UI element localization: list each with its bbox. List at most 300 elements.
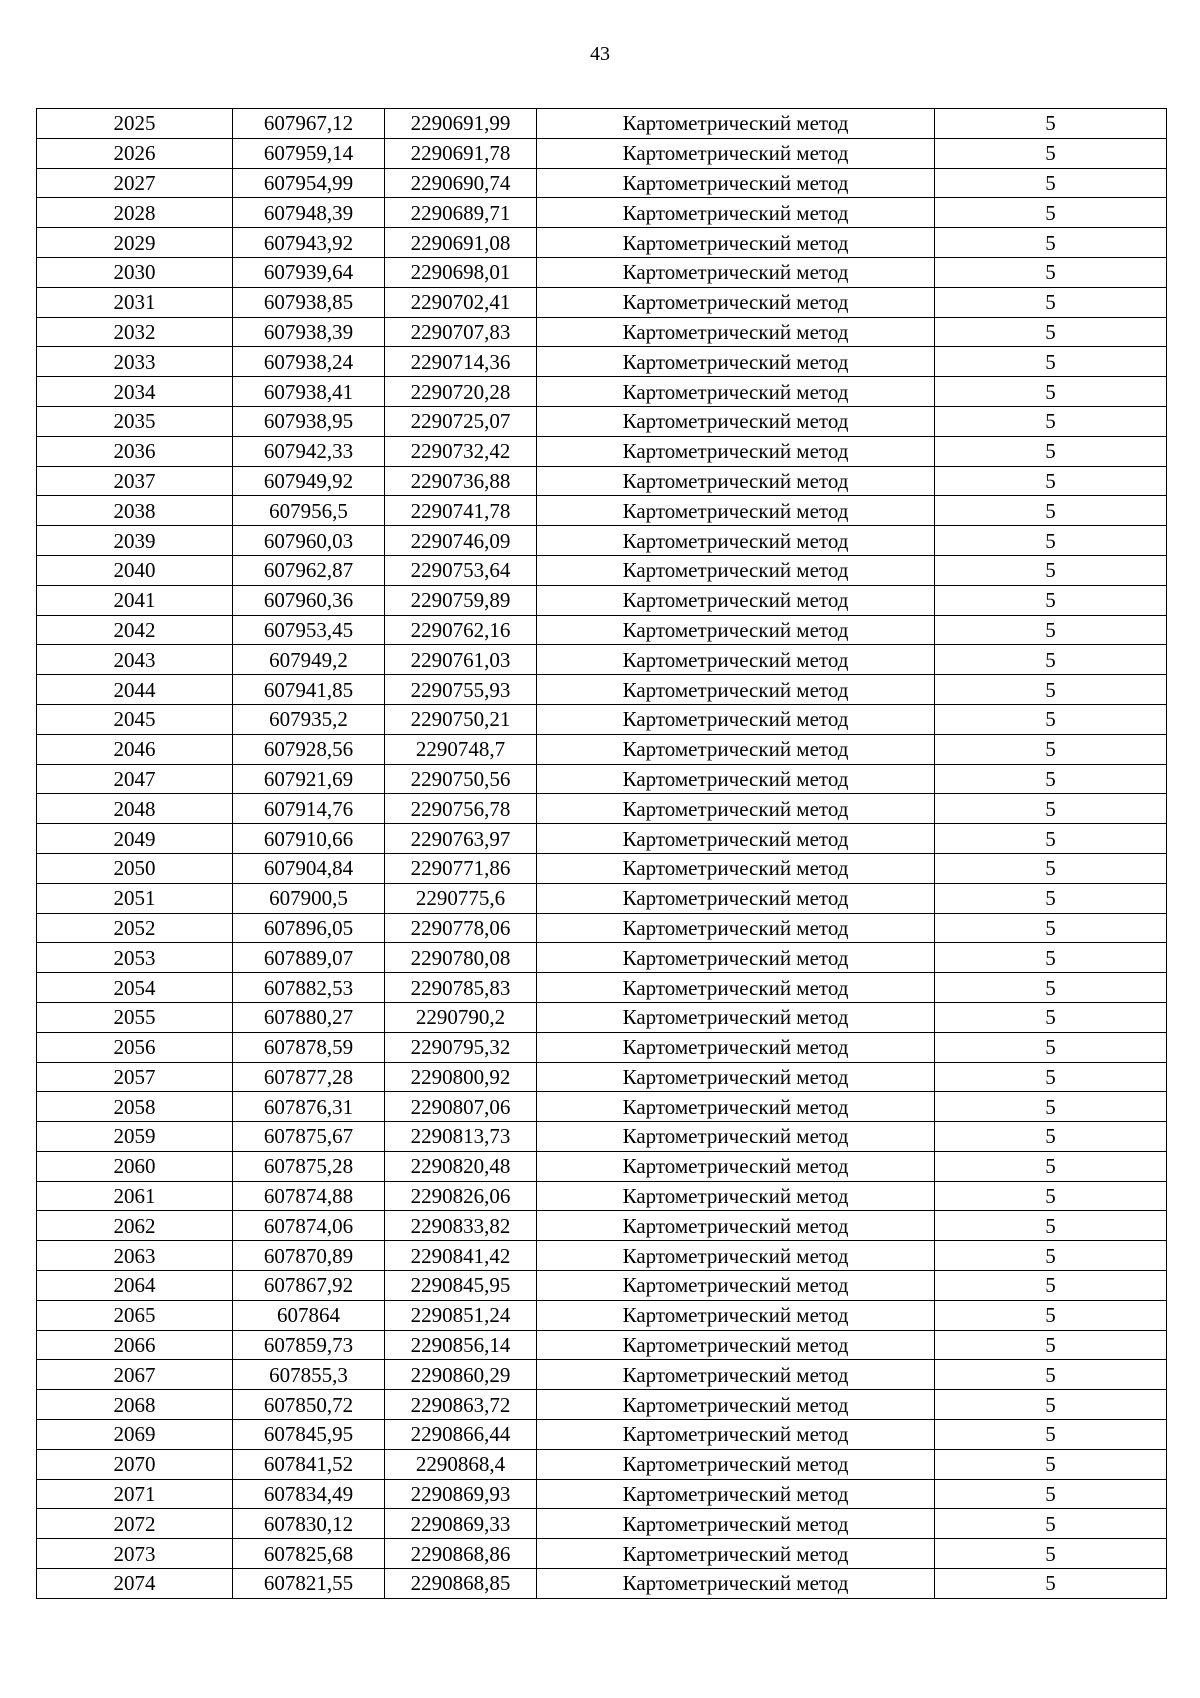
x-coordinate-cell: 607954,99 xyxy=(233,168,385,198)
table-row xyxy=(37,436,1167,466)
y-coordinate-cell: 2290863,72 xyxy=(385,1390,537,1420)
y-coordinate-cell: 2290868,86 xyxy=(385,1539,537,1569)
x-coordinate-cell: 607938,24 xyxy=(233,347,385,377)
point-number-cell: 2064 xyxy=(37,1271,233,1301)
table-row xyxy=(37,853,1167,883)
y-coordinate-cell: 2290860,29 xyxy=(385,1360,537,1390)
y-coordinate-cell: 2290746,09 xyxy=(385,526,537,556)
point-number-cell: 2059 xyxy=(37,1122,233,1152)
method-cell: Картометрический метод xyxy=(537,1092,935,1122)
method-cell: Картометрический метод xyxy=(537,1479,935,1509)
y-coordinate-cell: 2290841,42 xyxy=(385,1241,537,1271)
x-coordinate-cell: 607850,72 xyxy=(233,1390,385,1420)
point-number-cell: 2067 xyxy=(37,1360,233,1390)
accuracy-cell: 5 xyxy=(935,1151,1167,1181)
accuracy-cell: 5 xyxy=(935,257,1167,287)
method-cell: Картометрический метод xyxy=(537,675,935,705)
accuracy-cell: 5 xyxy=(935,1330,1167,1360)
x-coordinate-cell: 607889,07 xyxy=(233,943,385,973)
x-coordinate-cell: 607859,73 xyxy=(233,1330,385,1360)
x-coordinate-cell: 607938,39 xyxy=(233,317,385,347)
method-cell: Картометрический метод xyxy=(537,1569,935,1599)
table-row xyxy=(37,138,1167,168)
point-number-cell: 2069 xyxy=(37,1420,233,1450)
method-cell: Картометрический метод xyxy=(537,1509,935,1539)
method-cell: Картометрический метод xyxy=(537,734,935,764)
table-row xyxy=(37,1449,1167,1479)
x-coordinate-cell: 607900,5 xyxy=(233,883,385,913)
method-cell: Картометрический метод xyxy=(537,645,935,675)
coordinates-table-body xyxy=(37,109,1167,1599)
accuracy-cell: 5 xyxy=(935,1479,1167,1509)
y-coordinate-cell: 2290851,24 xyxy=(385,1300,537,1330)
table-row xyxy=(37,1092,1167,1122)
accuracy-cell: 5 xyxy=(935,645,1167,675)
point-number-cell: 2043 xyxy=(37,645,233,675)
method-cell: Картометрический метод xyxy=(537,436,935,466)
x-coordinate-cell: 607935,2 xyxy=(233,704,385,734)
table-row xyxy=(37,347,1167,377)
y-coordinate-cell: 2290753,64 xyxy=(385,555,537,585)
x-coordinate-cell: 607938,41 xyxy=(233,377,385,407)
method-cell: Картометрический метод xyxy=(537,1420,935,1450)
accuracy-cell: 5 xyxy=(935,347,1167,377)
x-coordinate-cell: 607825,68 xyxy=(233,1539,385,1569)
table-row xyxy=(37,824,1167,854)
accuracy-cell: 5 xyxy=(935,287,1167,317)
method-cell: Картометрический метод xyxy=(537,168,935,198)
y-coordinate-cell: 2290725,07 xyxy=(385,406,537,436)
x-coordinate-cell: 607874,06 xyxy=(233,1211,385,1241)
table-row xyxy=(37,257,1167,287)
y-coordinate-cell: 2290775,6 xyxy=(385,883,537,913)
point-number-cell: 2038 xyxy=(37,496,233,526)
y-coordinate-cell: 2290790,2 xyxy=(385,1002,537,1032)
point-number-cell: 2072 xyxy=(37,1509,233,1539)
point-number-cell: 2047 xyxy=(37,764,233,794)
accuracy-cell: 5 xyxy=(935,1509,1167,1539)
table-row xyxy=(37,585,1167,615)
y-coordinate-cell: 2290778,06 xyxy=(385,913,537,943)
point-number-cell: 2041 xyxy=(37,585,233,615)
y-coordinate-cell: 2290720,28 xyxy=(385,377,537,407)
point-number-cell: 2027 xyxy=(37,168,233,198)
x-coordinate-cell: 607914,76 xyxy=(233,794,385,824)
x-coordinate-cell: 607874,88 xyxy=(233,1181,385,1211)
table-row xyxy=(37,1539,1167,1569)
x-coordinate-cell: 607928,56 xyxy=(233,734,385,764)
y-coordinate-cell: 2290689,71 xyxy=(385,198,537,228)
y-coordinate-cell: 2290741,78 xyxy=(385,496,537,526)
coordinates-table xyxy=(36,108,1167,1599)
point-number-cell: 2037 xyxy=(37,466,233,496)
y-coordinate-cell: 2290866,44 xyxy=(385,1420,537,1450)
accuracy-cell: 5 xyxy=(935,1390,1167,1420)
method-cell: Картометрический метод xyxy=(537,377,935,407)
method-cell: Картометрический метод xyxy=(537,1002,935,1032)
point-number-cell: 2030 xyxy=(37,257,233,287)
method-cell: Картометрический метод xyxy=(537,228,935,258)
table-row xyxy=(37,377,1167,407)
y-coordinate-cell: 2290856,14 xyxy=(385,1330,537,1360)
table-row xyxy=(37,317,1167,347)
x-coordinate-cell: 607855,3 xyxy=(233,1360,385,1390)
y-coordinate-cell: 2290807,06 xyxy=(385,1092,537,1122)
point-number-cell: 2054 xyxy=(37,973,233,1003)
accuracy-cell: 5 xyxy=(935,704,1167,734)
point-number-cell: 2074 xyxy=(37,1569,233,1599)
x-coordinate-cell: 607875,67 xyxy=(233,1122,385,1152)
x-coordinate-cell: 607867,92 xyxy=(233,1271,385,1301)
point-number-cell: 2028 xyxy=(37,198,233,228)
accuracy-cell: 5 xyxy=(935,1569,1167,1599)
point-number-cell: 2032 xyxy=(37,317,233,347)
accuracy-cell: 5 xyxy=(935,1271,1167,1301)
method-cell: Картометрический метод xyxy=(537,526,935,556)
y-coordinate-cell: 2290691,08 xyxy=(385,228,537,258)
x-coordinate-cell: 607864 xyxy=(233,1300,385,1330)
method-cell: Картометрический метод xyxy=(537,1300,935,1330)
x-coordinate-cell: 607938,95 xyxy=(233,406,385,436)
accuracy-cell: 5 xyxy=(935,943,1167,973)
table-row xyxy=(37,1032,1167,1062)
x-coordinate-cell: 607845,95 xyxy=(233,1420,385,1450)
table-row xyxy=(37,287,1167,317)
point-number-cell: 2068 xyxy=(37,1390,233,1420)
method-cell: Картометрический метод xyxy=(537,1151,935,1181)
y-coordinate-cell: 2290690,74 xyxy=(385,168,537,198)
y-coordinate-cell: 2290761,03 xyxy=(385,645,537,675)
method-cell: Картометрический метод xyxy=(537,1360,935,1390)
x-coordinate-cell: 607877,28 xyxy=(233,1062,385,1092)
x-coordinate-cell: 607876,31 xyxy=(233,1092,385,1122)
x-coordinate-cell: 607878,59 xyxy=(233,1032,385,1062)
accuracy-cell: 5 xyxy=(935,1002,1167,1032)
accuracy-cell: 5 xyxy=(935,317,1167,347)
point-number-cell: 2035 xyxy=(37,406,233,436)
accuracy-cell: 5 xyxy=(935,526,1167,556)
method-cell: Картометрический метод xyxy=(537,1181,935,1211)
table-row xyxy=(37,1271,1167,1301)
accuracy-cell: 5 xyxy=(935,883,1167,913)
method-cell: Картометрический метод xyxy=(537,1539,935,1569)
accuracy-cell: 5 xyxy=(935,496,1167,526)
table-row xyxy=(37,794,1167,824)
point-number-cell: 2025 xyxy=(37,109,233,139)
accuracy-cell: 5 xyxy=(935,1211,1167,1241)
y-coordinate-cell: 2290869,93 xyxy=(385,1479,537,1509)
accuracy-cell: 5 xyxy=(935,109,1167,139)
x-coordinate-cell: 607910,66 xyxy=(233,824,385,854)
x-coordinate-cell: 607821,55 xyxy=(233,1569,385,1599)
method-cell: Картометрический метод xyxy=(537,1122,935,1152)
x-coordinate-cell: 607960,03 xyxy=(233,526,385,556)
table-row xyxy=(37,228,1167,258)
point-number-cell: 2057 xyxy=(37,1062,233,1092)
x-coordinate-cell: 607960,36 xyxy=(233,585,385,615)
x-coordinate-cell: 607875,28 xyxy=(233,1151,385,1181)
accuracy-cell: 5 xyxy=(935,406,1167,436)
table-row xyxy=(37,913,1167,943)
method-cell: Картометрический метод xyxy=(537,1271,935,1301)
table-row xyxy=(37,168,1167,198)
y-coordinate-cell: 2290868,85 xyxy=(385,1569,537,1599)
table-row xyxy=(37,883,1167,913)
x-coordinate-cell: 607830,12 xyxy=(233,1509,385,1539)
x-coordinate-cell: 607939,64 xyxy=(233,257,385,287)
x-coordinate-cell: 607904,84 xyxy=(233,853,385,883)
table-row xyxy=(37,526,1167,556)
method-cell: Картометрический метод xyxy=(537,109,935,139)
x-coordinate-cell: 607921,69 xyxy=(233,764,385,794)
accuracy-cell: 5 xyxy=(935,466,1167,496)
method-cell: Картометрический метод xyxy=(537,198,935,228)
method-cell: Картометрический метод xyxy=(537,1330,935,1360)
y-coordinate-cell: 2290869,33 xyxy=(385,1509,537,1539)
method-cell: Картометрический метод xyxy=(537,1390,935,1420)
table-row xyxy=(37,1002,1167,1032)
method-cell: Картометрический метод xyxy=(537,347,935,377)
method-cell: Картометрический метод xyxy=(537,1032,935,1062)
x-coordinate-cell: 607896,05 xyxy=(233,913,385,943)
point-number-cell: 2036 xyxy=(37,436,233,466)
x-coordinate-cell: 607882,53 xyxy=(233,973,385,1003)
table-row xyxy=(37,675,1167,705)
method-cell: Картометрический метод xyxy=(537,704,935,734)
x-coordinate-cell: 607870,89 xyxy=(233,1241,385,1271)
accuracy-cell: 5 xyxy=(935,377,1167,407)
accuracy-cell: 5 xyxy=(935,1032,1167,1062)
method-cell: Картометрический метод xyxy=(537,973,935,1003)
method-cell: Картометрический метод xyxy=(537,883,935,913)
x-coordinate-cell: 607953,45 xyxy=(233,615,385,645)
method-cell: Картометрический метод xyxy=(537,406,935,436)
method-cell: Картометрический метод xyxy=(537,138,935,168)
accuracy-cell: 5 xyxy=(935,1241,1167,1271)
point-number-cell: 2049 xyxy=(37,824,233,854)
table-row xyxy=(37,496,1167,526)
point-number-cell: 2050 xyxy=(37,853,233,883)
y-coordinate-cell: 2290763,97 xyxy=(385,824,537,854)
table-row xyxy=(37,1509,1167,1539)
point-number-cell: 2061 xyxy=(37,1181,233,1211)
point-number-cell: 2065 xyxy=(37,1300,233,1330)
point-number-cell: 2071 xyxy=(37,1479,233,1509)
accuracy-cell: 5 xyxy=(935,555,1167,585)
table-row xyxy=(37,1062,1167,1092)
accuracy-cell: 5 xyxy=(935,1449,1167,1479)
accuracy-cell: 5 xyxy=(935,1122,1167,1152)
table-row xyxy=(37,1360,1167,1390)
y-coordinate-cell: 2290845,95 xyxy=(385,1271,537,1301)
method-cell: Картометрический метод xyxy=(537,1211,935,1241)
method-cell: Картометрический метод xyxy=(537,1062,935,1092)
y-coordinate-cell: 2290756,78 xyxy=(385,794,537,824)
method-cell: Картометрический метод xyxy=(537,1449,935,1479)
table-row xyxy=(37,645,1167,675)
point-number-cell: 2029 xyxy=(37,228,233,258)
x-coordinate-cell: 607956,5 xyxy=(233,496,385,526)
y-coordinate-cell: 2290750,56 xyxy=(385,764,537,794)
x-coordinate-cell: 607959,14 xyxy=(233,138,385,168)
y-coordinate-cell: 2290732,42 xyxy=(385,436,537,466)
table-row xyxy=(37,973,1167,1003)
table-row xyxy=(37,1241,1167,1271)
table-row xyxy=(37,1122,1167,1152)
y-coordinate-cell: 2290759,89 xyxy=(385,585,537,615)
method-cell: Картометрический метод xyxy=(537,585,935,615)
accuracy-cell: 5 xyxy=(935,675,1167,705)
x-coordinate-cell: 607834,49 xyxy=(233,1479,385,1509)
point-number-cell: 2040 xyxy=(37,555,233,585)
accuracy-cell: 5 xyxy=(935,168,1167,198)
point-number-cell: 2046 xyxy=(37,734,233,764)
table-row xyxy=(37,1330,1167,1360)
y-coordinate-cell: 2290826,06 xyxy=(385,1181,537,1211)
y-coordinate-cell: 2290736,88 xyxy=(385,466,537,496)
page-number: 43 xyxy=(590,43,610,65)
point-number-cell: 2033 xyxy=(37,347,233,377)
accuracy-cell: 5 xyxy=(935,1539,1167,1569)
point-number-cell: 2060 xyxy=(37,1151,233,1181)
accuracy-cell: 5 xyxy=(935,585,1167,615)
accuracy-cell: 5 xyxy=(935,1092,1167,1122)
accuracy-cell: 5 xyxy=(935,228,1167,258)
point-number-cell: 2073 xyxy=(37,1539,233,1569)
accuracy-cell: 5 xyxy=(935,764,1167,794)
point-number-cell: 2053 xyxy=(37,943,233,973)
point-number-cell: 2052 xyxy=(37,913,233,943)
table-row xyxy=(37,704,1167,734)
accuracy-cell: 5 xyxy=(935,913,1167,943)
accuracy-cell: 5 xyxy=(935,1360,1167,1390)
point-number-cell: 2034 xyxy=(37,377,233,407)
accuracy-cell: 5 xyxy=(935,138,1167,168)
method-cell: Картометрический метод xyxy=(537,943,935,973)
x-coordinate-cell: 607938,85 xyxy=(233,287,385,317)
accuracy-cell: 5 xyxy=(935,1062,1167,1092)
point-number-cell: 2026 xyxy=(37,138,233,168)
point-number-cell: 2042 xyxy=(37,615,233,645)
point-number-cell: 2031 xyxy=(37,287,233,317)
accuracy-cell: 5 xyxy=(935,824,1167,854)
point-number-cell: 2062 xyxy=(37,1211,233,1241)
point-number-cell: 2048 xyxy=(37,794,233,824)
point-number-cell: 2039 xyxy=(37,526,233,556)
accuracy-cell: 5 xyxy=(935,615,1167,645)
y-coordinate-cell: 2290691,78 xyxy=(385,138,537,168)
table-row xyxy=(37,615,1167,645)
accuracy-cell: 5 xyxy=(935,1300,1167,1330)
table-row xyxy=(37,1181,1167,1211)
x-coordinate-cell: 607949,92 xyxy=(233,466,385,496)
x-coordinate-cell: 607841,52 xyxy=(233,1449,385,1479)
table-row xyxy=(37,198,1167,228)
method-cell: Картометрический метод xyxy=(537,615,935,645)
table-row xyxy=(37,764,1167,794)
y-coordinate-cell: 2290800,92 xyxy=(385,1062,537,1092)
accuracy-cell: 5 xyxy=(935,973,1167,1003)
table-row xyxy=(37,1300,1167,1330)
y-coordinate-cell: 2290748,7 xyxy=(385,734,537,764)
x-coordinate-cell: 607942,33 xyxy=(233,436,385,466)
accuracy-cell: 5 xyxy=(935,853,1167,883)
table-row xyxy=(37,466,1167,496)
accuracy-cell: 5 xyxy=(935,1181,1167,1211)
y-coordinate-cell: 2290771,86 xyxy=(385,853,537,883)
y-coordinate-cell: 2290780,08 xyxy=(385,943,537,973)
accuracy-cell: 5 xyxy=(935,198,1167,228)
method-cell: Картометрический метод xyxy=(537,794,935,824)
y-coordinate-cell: 2290762,16 xyxy=(385,615,537,645)
method-cell: Картометрический метод xyxy=(537,466,935,496)
method-cell: Картометрический метод xyxy=(537,1241,935,1271)
point-number-cell: 2063 xyxy=(37,1241,233,1271)
accuracy-cell: 5 xyxy=(935,734,1167,764)
x-coordinate-cell: 607967,12 xyxy=(233,109,385,139)
table-row xyxy=(37,1390,1167,1420)
method-cell: Картометрический метод xyxy=(537,913,935,943)
x-coordinate-cell: 607962,87 xyxy=(233,555,385,585)
x-coordinate-cell: 607948,39 xyxy=(233,198,385,228)
table-row xyxy=(37,1151,1167,1181)
point-number-cell: 2070 xyxy=(37,1449,233,1479)
y-coordinate-cell: 2290795,32 xyxy=(385,1032,537,1062)
method-cell: Картометрический метод xyxy=(537,764,935,794)
method-cell: Картометрический метод xyxy=(537,496,935,526)
y-coordinate-cell: 2290698,01 xyxy=(385,257,537,287)
y-coordinate-cell: 2290813,73 xyxy=(385,1122,537,1152)
point-number-cell: 2058 xyxy=(37,1092,233,1122)
table-row xyxy=(37,406,1167,436)
table-row xyxy=(37,943,1167,973)
y-coordinate-cell: 2290820,48 xyxy=(385,1151,537,1181)
y-coordinate-cell: 2290750,21 xyxy=(385,704,537,734)
y-coordinate-cell: 2290833,82 xyxy=(385,1211,537,1241)
accuracy-cell: 5 xyxy=(935,1420,1167,1450)
table-row xyxy=(37,109,1167,139)
table-row xyxy=(37,734,1167,764)
table-row xyxy=(37,555,1167,585)
x-coordinate-cell: 607941,85 xyxy=(233,675,385,705)
method-cell: Картометрический метод xyxy=(537,555,935,585)
x-coordinate-cell: 607943,92 xyxy=(233,228,385,258)
method-cell: Картометрический метод xyxy=(537,824,935,854)
y-coordinate-cell: 2290785,83 xyxy=(385,973,537,1003)
point-number-cell: 2055 xyxy=(37,1002,233,1032)
point-number-cell: 2056 xyxy=(37,1032,233,1062)
table-row xyxy=(37,1211,1167,1241)
x-coordinate-cell: 607880,27 xyxy=(233,1002,385,1032)
y-coordinate-cell: 2290707,83 xyxy=(385,317,537,347)
method-cell: Картометрический метод xyxy=(537,317,935,347)
y-coordinate-cell: 2290714,36 xyxy=(385,347,537,377)
accuracy-cell: 5 xyxy=(935,794,1167,824)
y-coordinate-cell: 2290691,99 xyxy=(385,109,537,139)
table-row xyxy=(37,1479,1167,1509)
point-number-cell: 2066 xyxy=(37,1330,233,1360)
point-number-cell: 2051 xyxy=(37,883,233,913)
x-coordinate-cell: 607949,2 xyxy=(233,645,385,675)
point-number-cell: 2045 xyxy=(37,704,233,734)
y-coordinate-cell: 2290702,41 xyxy=(385,287,537,317)
method-cell: Картометрический метод xyxy=(537,257,935,287)
accuracy-cell: 5 xyxy=(935,436,1167,466)
method-cell: Картометрический метод xyxy=(537,287,935,317)
table-row xyxy=(37,1569,1167,1599)
method-cell: Картометрический метод xyxy=(537,853,935,883)
y-coordinate-cell: 2290755,93 xyxy=(385,675,537,705)
